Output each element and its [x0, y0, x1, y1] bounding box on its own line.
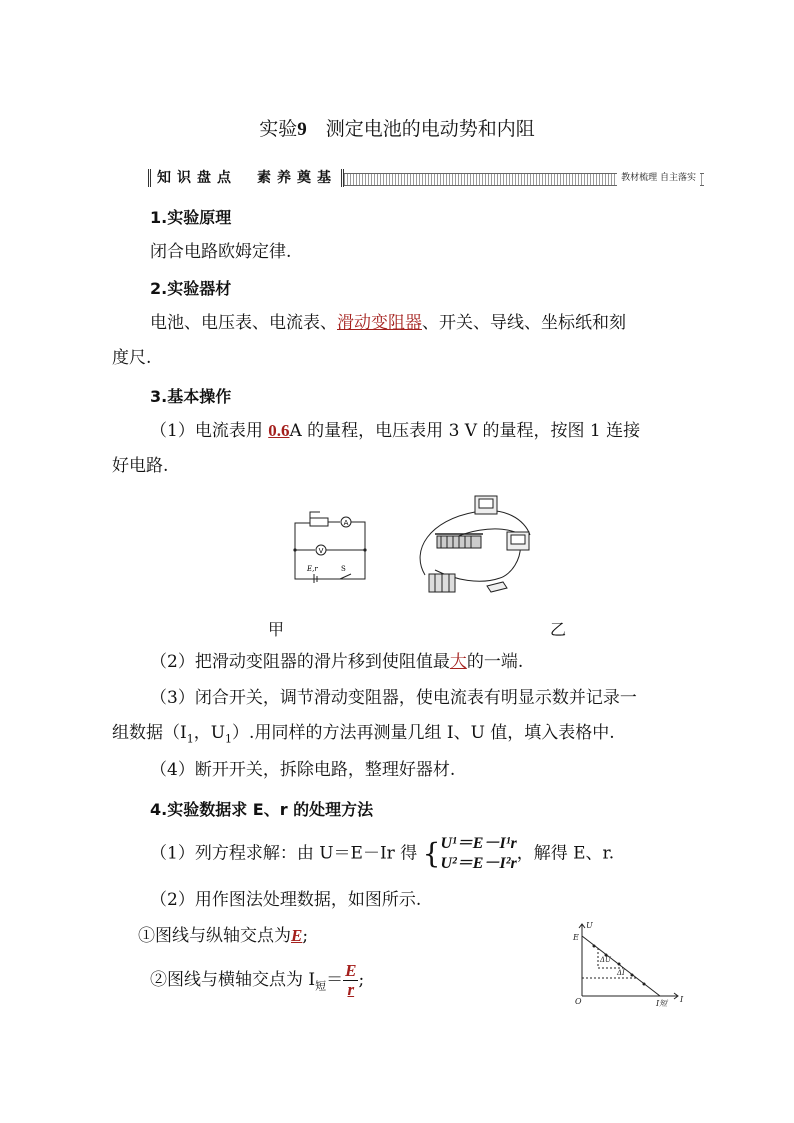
answer-max: 大 [449, 652, 467, 672]
graph-delta-u: ΔU [600, 956, 611, 964]
ammeter-label: A [343, 519, 349, 527]
graph-y-label: U [586, 921, 593, 930]
answer-range: 0.6 [268, 421, 290, 440]
method-1: （1）列方程求解：由 U＝E－Ir 得 { U¹＝E－I¹r U²＝E－I²r ，解得 E、r. [150, 835, 615, 872]
page-title: 实验9 测定电池的电动势和内阻 [259, 118, 535, 140]
heading-principle: 1.实验原理 [150, 208, 232, 227]
conclusion-1: ①图线与纵轴交点为E; [138, 926, 309, 946]
equipment-text: 电池、电压表、电流表、滑动变阻器、开关、导线、坐标纸和刻 [150, 313, 626, 333]
method-2: （2）用作图法处理数据，如图所示. [150, 890, 422, 910]
step-1-cont: 好电路. [112, 456, 169, 476]
heading-data-processing: 4.实验数据求 E、r 的处理方法 [150, 800, 374, 819]
heading-equipment: 2.实验器材 [150, 279, 232, 298]
u-i-graph [570, 918, 690, 1008]
figure-caption-left: 甲 [268, 620, 285, 639]
graph-delta-i: ΔI [617, 969, 625, 977]
equation-2: U²＝E－I²r [440, 855, 517, 872]
graph-ishort-label: I短 [656, 999, 668, 1008]
heading-operation: 3.基本操作 [150, 387, 232, 406]
step-3-cont: 组数据（$I_1$，$U_1$）.用同样的方法再测量几组 I、U 值，填入表格中. [112, 723, 615, 746]
equipment-text-line2: 度尺. [112, 348, 152, 368]
banner-right-label: 教材梳理 自主落实 [617, 170, 700, 186]
voltmeter-label: V [318, 547, 324, 555]
source-label: E,r [307, 565, 318, 573]
graph-x-label: I [680, 995, 684, 1004]
switch-label: S [341, 565, 346, 573]
fraction-e-over-r: $\frac{E}{r}$ [345, 961, 357, 999]
step-3: （3）闭合开关，调节滑动变阻器，使电流表有明显示数并记录一 [150, 688, 637, 708]
banner-left-label: 知识盘点 素养奠基 [148, 169, 344, 187]
step-4: （4）断开开关，拆除电路，整理好器材. [150, 760, 456, 780]
step-1: （1）电流表用 0.6A 的量程，电压表用 3 V 的量程，按图 1 连接 [150, 421, 641, 441]
equation-1: U¹＝E－I¹r [440, 835, 517, 852]
principle-text: 闭合电路欧姆定律. [150, 242, 292, 262]
answer-e: E [291, 926, 303, 945]
graph-origin: O [575, 997, 582, 1006]
section-banner [148, 169, 704, 187]
graph-e-label: E [573, 933, 579, 942]
conclusion-2: ②图线与横轴交点为 $I_短=$ $\frac{E}{r}$ ; [150, 961, 365, 999]
circuit-diagram [285, 498, 375, 583]
answer-rheostat: 滑动变阻器 [337, 313, 422, 333]
figure-caption-right: 乙 [550, 620, 567, 639]
apparatus-illustration [405, 490, 545, 600]
step-2: （2）把滑动变阻器的滑片移到使阻值最大的一端. [150, 652, 524, 672]
